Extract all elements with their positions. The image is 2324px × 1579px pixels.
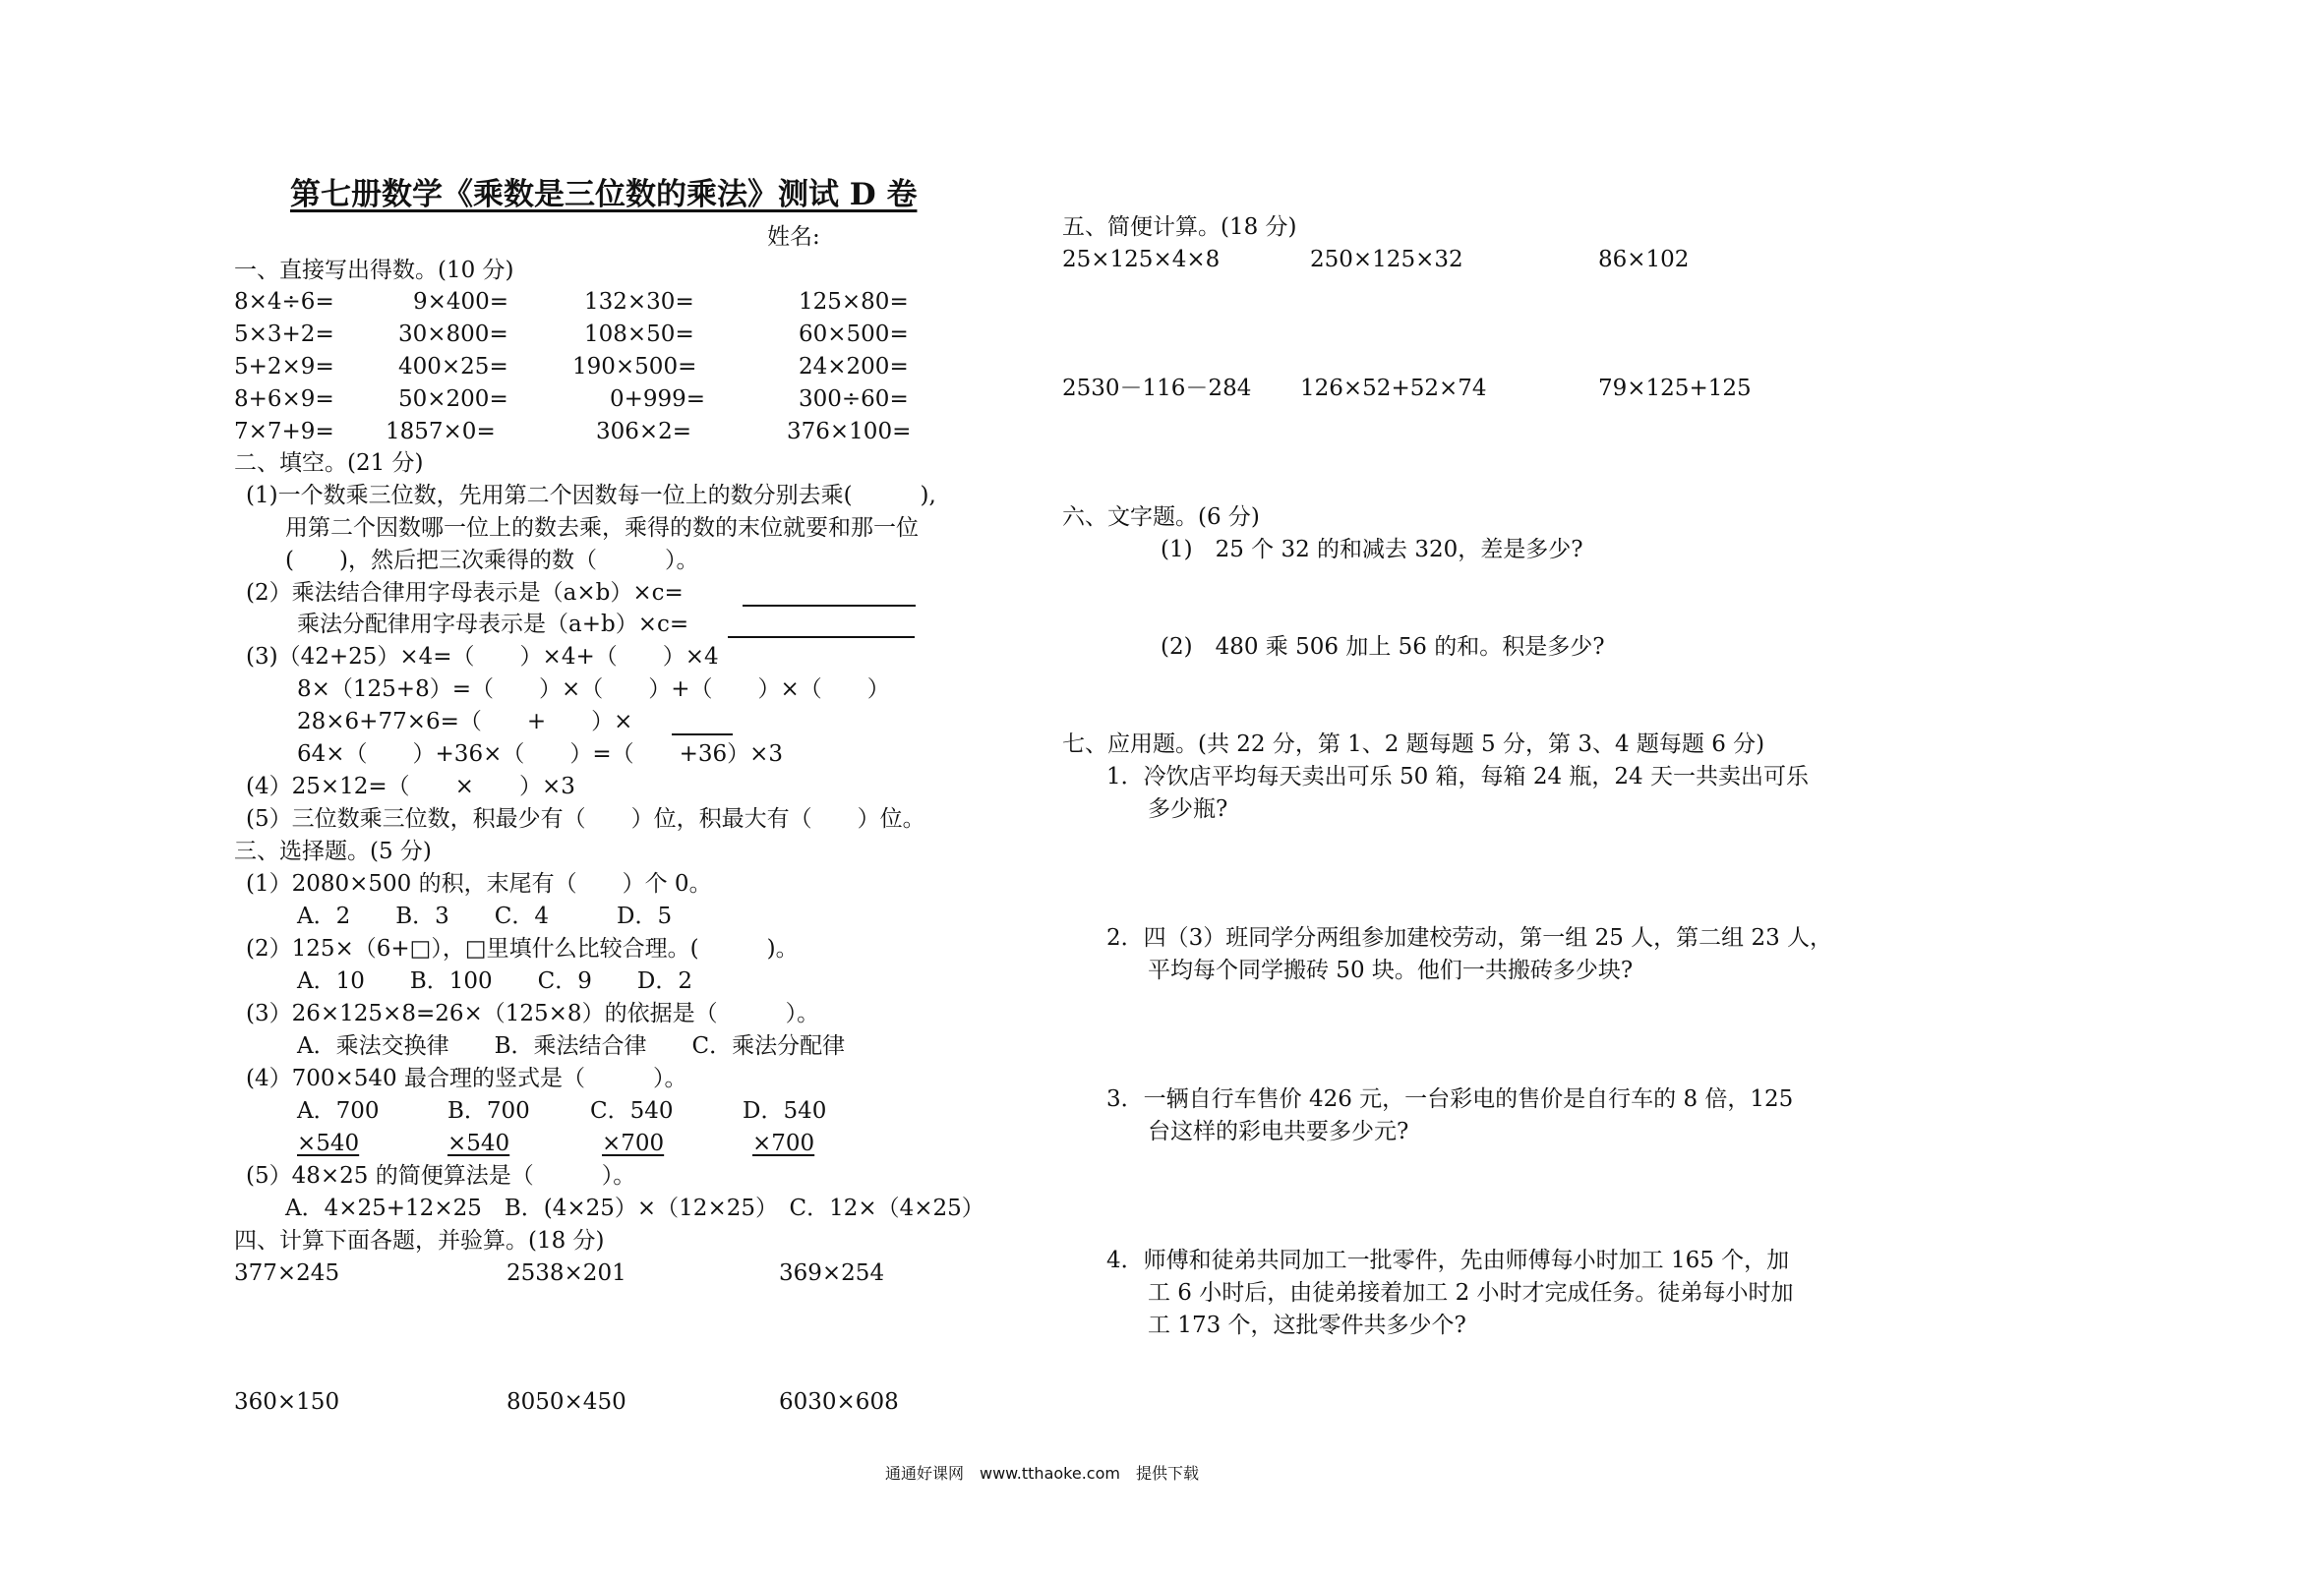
calc-item: 60×500= xyxy=(799,322,909,347)
calc-item: 8+6×9= xyxy=(234,386,334,412)
application-q4-line1: 4．师傅和徒弟共同加工一批零件，先由师傅每小时加工 165 个，加 xyxy=(1106,1248,1790,1273)
fill-q5: (5）三位数乘三位数，积最少有（ ）位，积最大有（ ）位。 xyxy=(246,806,925,832)
application-q3-line2: 台这样的彩电共要多少元? xyxy=(1148,1119,1409,1144)
calc-item: 1857×0= xyxy=(386,419,496,444)
calc-item: 50×200= xyxy=(398,386,508,412)
name-label: 姓名: xyxy=(767,224,820,250)
calc-problem: 377×245 xyxy=(234,1260,340,1286)
calc-item: 7×7+9= xyxy=(234,419,334,444)
answer-blank[interactable] xyxy=(672,714,733,735)
simplify-problem: 86×102 xyxy=(1598,247,1690,272)
section-4-heading: 四、计算下面各题，并验算。(18 分) xyxy=(234,1228,605,1254)
choice-q4-option-d: D．540 xyxy=(743,1098,827,1124)
answer-blank[interactable] xyxy=(728,616,915,638)
calc-item: 125×80= xyxy=(799,289,909,315)
calc-item: 400×25= xyxy=(398,354,508,380)
fill-q2-line2: 乘法分配律用字母表示是（a+b）×c= xyxy=(297,612,689,637)
calc-item: 30×800= xyxy=(398,322,508,347)
application-q1-line1: 1．冷饮店平均每天卖出可乐 50 箱，每箱 24 瓶，24 天一共卖出可乐 xyxy=(1106,764,1809,790)
vertical-multiplier: ×700 xyxy=(752,1131,815,1156)
simplify-problem: 2530－116－284 xyxy=(1062,376,1252,401)
calc-item: 132×30= xyxy=(584,289,694,315)
vertical-multiplier: ×540 xyxy=(297,1131,360,1156)
answer-blank[interactable] xyxy=(743,585,916,607)
footer-credit: 通通好课网 www.tthaoke.com 提供下载 xyxy=(885,1464,1199,1483)
choice-q3-options: A．乘法交换律 B．乘法结合律 C．乘法分配律 xyxy=(297,1033,846,1059)
calc-item: 300÷60= xyxy=(799,386,909,412)
section-7-heading: 七、应用题。(共 22 分，第 1、2 题每题 5 分，第 3、4 题每题 6 分) xyxy=(1062,731,1765,757)
word-problem-2: (2) 480 乘 506 加上 56 的和。积是多少? xyxy=(1161,634,1605,660)
choice-q5: (5）48×25 的简便算法是（ ）。 xyxy=(246,1163,636,1189)
calc-item: 9×400= xyxy=(413,289,509,315)
fill-q1-line1: (1)一个数乘三位数，先用第二个因数每一位上的数分别去乘( ), xyxy=(246,483,936,508)
vertical-multiplier: ×700 xyxy=(602,1131,665,1156)
section-5-heading: 五、简便计算。(18 分) xyxy=(1062,214,1297,240)
choice-q2-options: A．10 B．100 C．9 D．2 xyxy=(297,968,692,994)
page-title: 第七册数学《乘数是三位数的乘法》测试 D 卷 xyxy=(290,177,918,212)
choice-q5-options: A．4×25+12×25 B．(4×25）×（12×25） C．12×（4×25） xyxy=(285,1196,984,1221)
calc-item: 376×100= xyxy=(787,419,912,444)
calc-problem: 6030×608 xyxy=(779,1389,899,1415)
section-3-heading: 三、选择题。(5 分) xyxy=(234,839,432,864)
simplify-problem: 126×52+52×74 xyxy=(1300,376,1487,401)
fill-q3-line1: (3)（42+25）×4=（ ）×4+（ ）×4 xyxy=(246,644,719,670)
application-q1-line2: 多少瓶? xyxy=(1148,796,1228,822)
fill-q3-line4: 64×（ ）+36×（ ）=（ +36）×3 xyxy=(297,741,784,767)
simplify-problem: 250×125×32 xyxy=(1310,247,1463,272)
simplify-problem: 79×125+125 xyxy=(1598,376,1752,401)
calc-item: 190×500= xyxy=(572,354,697,380)
application-q4-line2: 工 6 小时后，由徒弟接着加工 2 小时才完成任务。徒弟每小时加 xyxy=(1148,1280,1794,1306)
calc-problem: 2538×201 xyxy=(507,1260,626,1286)
section-6-heading: 六、文字题。(6 分) xyxy=(1062,504,1260,530)
fill-q2-line1: (2）乘法结合律用字母表示是（a×b）×c= xyxy=(246,580,684,606)
fill-q3-line2: 8×（125+8）=（ ）×（ ）+（ ）×（ ） xyxy=(297,676,890,702)
choice-q1: (1）2080×500 的积，末尾有（ ）个 0。 xyxy=(246,871,712,897)
calc-item: 306×2= xyxy=(596,419,692,444)
vertical-multiplier: ×540 xyxy=(447,1131,510,1156)
application-q2-line2: 平均每个同学搬砖 50 块。他们一共搬砖多少块? xyxy=(1148,958,1634,983)
application-q2-line1: 2．四（3）班同学分两组参加建校劳动，第一组 25 人，第二组 23 人， xyxy=(1106,925,1833,951)
section-1-heading: 一、直接写出得数。(10 分) xyxy=(234,258,514,283)
choice-q3: (3）26×125×8=26×（125×8）的依据是（ ）。 xyxy=(246,1001,820,1026)
application-q3-line1: 3．一辆自行车售价 426 元，一台彩电的售价是自行车的 8 倍，125 xyxy=(1106,1086,1794,1112)
fill-q4: (4）25×12=（ × ）×3 xyxy=(246,774,575,799)
calc-item: 5×3+2= xyxy=(234,322,334,347)
application-q4-line3: 工 173 个，这批零件共多少个? xyxy=(1148,1313,1466,1338)
fill-q3-line3: 28×6+77×6=（ + ）× xyxy=(297,709,633,734)
fill-q1-line3: ( )，然后把三次乘得的数（ ）。 xyxy=(285,548,699,573)
choice-q4-option-a: A．700 xyxy=(297,1098,380,1124)
fill-q1-line2: 用第二个因数哪一位上的数去乘，乘得的数的末位就要和那一位 xyxy=(285,515,919,541)
calc-item: 24×200= xyxy=(799,354,909,380)
calc-item: 8×4÷6= xyxy=(234,289,334,315)
section-2-heading: 二、填空。(21 分) xyxy=(234,450,424,476)
simplify-problem: 25×125×4×8 xyxy=(1062,247,1221,272)
calc-item: 0+999= xyxy=(610,386,706,412)
calc-item: 5+2×9= xyxy=(234,354,334,380)
calc-problem: 369×254 xyxy=(779,1260,885,1286)
calc-item: 108×50= xyxy=(584,322,694,347)
calc-problem: 8050×450 xyxy=(507,1389,626,1415)
choice-q4-option-c: C．540 xyxy=(590,1098,674,1124)
choice-q4-option-b: B．700 xyxy=(447,1098,530,1124)
choice-q4: (4）700×540 最合理的竖式是（ ）。 xyxy=(246,1066,687,1091)
calc-problem: 360×150 xyxy=(234,1389,340,1415)
word-problem-1: (1) 25 个 32 的和减去 320，差是多少? xyxy=(1161,537,1583,562)
choice-q2: (2）125×（6+□），□里填什么比较合理。( )。 xyxy=(246,936,799,962)
choice-q1-options: A．2 B．3 C．4 D．5 xyxy=(297,904,673,929)
